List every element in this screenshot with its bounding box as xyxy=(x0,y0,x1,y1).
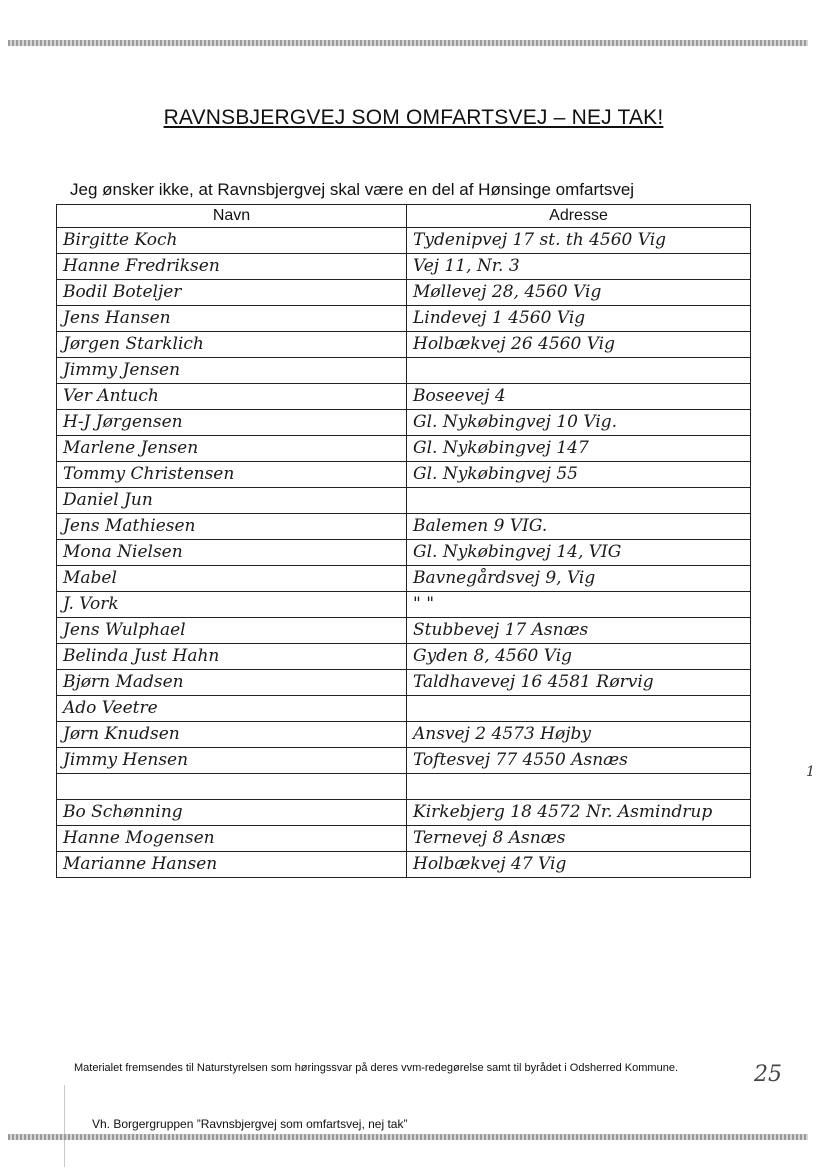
intro-text: Jeg ønsker ikke, at Ravnsbjergvej skal være en del af Hønsinge omfartsvej xyxy=(70,180,635,199)
signature-name-cell: Jens Wulphael xyxy=(57,618,407,644)
signature-address-cell xyxy=(407,358,751,384)
signature-name-cell xyxy=(57,774,407,800)
signoff: Vh. Borgergruppen ”Ravnsbjergvej som omfartsvej, nej tak” xyxy=(92,1117,408,1131)
signature-address-cell: Boseevej 4 xyxy=(407,384,751,410)
signature-address-cell xyxy=(407,774,751,800)
signature-address-cell: Kirkebjerg 18 4572 Nr. Asmindrup xyxy=(407,800,751,826)
signature-address-cell: Tydenipvej 17 st. th 4560 Vig xyxy=(407,228,751,254)
table-row xyxy=(57,852,751,878)
signature-name-cell: Ver Antuch xyxy=(57,384,407,410)
signature-name-cell: Bodil Boteljer xyxy=(57,280,407,306)
page-title: RAVNSBJERGVEJ SOM OMFARTSVEJ – NEJ TAK! xyxy=(163,106,664,129)
table-row xyxy=(57,254,751,280)
table-header-row xyxy=(57,205,751,228)
table-row xyxy=(57,332,751,358)
signature-name-cell: Jens Hansen xyxy=(57,306,407,332)
signature-table xyxy=(56,204,751,878)
column-header-name: Navn xyxy=(57,205,407,228)
scan-edge-bottom xyxy=(8,1134,808,1140)
table-row xyxy=(57,280,751,306)
signature-name-cell: J. Vork xyxy=(57,592,407,618)
table-row xyxy=(57,748,751,774)
signature-address-cell: Lindevej 1 4560 Vig xyxy=(407,306,751,332)
signature-address-cell: Holbækvej 26 4560 Vig xyxy=(407,332,751,358)
signature-address-cell: Vej 11, Nr. 3 xyxy=(407,254,751,280)
table-row xyxy=(57,644,751,670)
signature-address-cell: Gl. Nykøbingvej 14, VIG xyxy=(407,540,751,566)
signature-name-cell: Tommy Christensen xyxy=(57,462,407,488)
table-row xyxy=(57,774,751,800)
table-row xyxy=(57,462,751,488)
signature-name-cell: Bo Schønning xyxy=(57,800,407,826)
table-row xyxy=(57,670,751,696)
table-row xyxy=(57,306,751,332)
table-row xyxy=(57,826,751,852)
signature-address-cell: Gyden 8, 4560 Vig xyxy=(407,644,751,670)
scan-edge-top xyxy=(8,40,808,46)
signature-address-cell: Toftesvej 77 4550 Asnæs xyxy=(407,748,751,774)
signature-address-cell: Taldhavevej 16 4581 Rørvig xyxy=(407,670,751,696)
signature-name-cell: Mabel xyxy=(57,566,407,592)
table-row xyxy=(57,566,751,592)
signature-name-cell: Jørgen Starklich xyxy=(57,332,407,358)
table-row xyxy=(57,540,751,566)
signature-name-cell: Belinda Just Hahn xyxy=(57,644,407,670)
signature-name-cell: Jens Mathiesen xyxy=(57,514,407,540)
signature-name-cell: Birgitte Koch xyxy=(57,228,407,254)
margin-mark: 1 xyxy=(806,764,815,780)
signature-name-cell: Hanne Fredriksen xyxy=(57,254,407,280)
table-row xyxy=(57,800,751,826)
table-row xyxy=(57,228,751,254)
signature-name-cell: Mona Nielsen xyxy=(57,540,407,566)
signature-address-cell: " " xyxy=(407,592,751,618)
footer-note: Materialet fremsendes til Naturstyrelsen som høringssvar på deres vvm-redegørelse samt til byrådet i Odsherred Kommune. xyxy=(74,1062,679,1074)
signature-address-cell: Gl. Nykøbingvej 147 xyxy=(407,436,751,462)
signature-address-cell: Gl. Nykøbingvej 55 xyxy=(407,462,751,488)
signature-address-cell xyxy=(407,696,751,722)
signature-address-cell: Stubbevej 17 Asnæs xyxy=(407,618,751,644)
signature-name-cell: Ado Veetre xyxy=(57,696,407,722)
column-header-address: Adresse xyxy=(407,205,751,228)
signature-name-cell: Daniel Jun xyxy=(57,488,407,514)
table-row xyxy=(57,592,751,618)
signature-address-cell: Balemen 9 VIG. xyxy=(407,514,751,540)
signature-name-cell: Marlene Jensen xyxy=(57,436,407,462)
page-number: 25 xyxy=(754,1062,782,1087)
signature-name-cell: Bjørn Madsen xyxy=(57,670,407,696)
signature-address-cell: Holbækvej 47 Vig xyxy=(407,852,751,878)
signature-address-cell: Ansvej 2 4573 Højby xyxy=(407,722,751,748)
signature-address-cell: Gl. Nykøbingvej 10 Vig. xyxy=(407,410,751,436)
signature-name-cell: Jørn Knudsen xyxy=(57,722,407,748)
signature-name-cell: H-J Jørgensen xyxy=(57,410,407,436)
signature-name-cell: Jimmy Jensen xyxy=(57,358,407,384)
signature-name-cell: Jimmy Hensen xyxy=(57,748,407,774)
table-row xyxy=(57,618,751,644)
table-row xyxy=(57,722,751,748)
table-row xyxy=(57,358,751,384)
signature-name-cell: Marianne Hansen xyxy=(57,852,407,878)
table-row xyxy=(57,696,751,722)
signature-address-cell: Ternevej 8 Asnæs xyxy=(407,826,751,852)
table-row xyxy=(57,410,751,436)
table-row xyxy=(57,436,751,462)
signature-address-cell: Bavnegårdsvej 9, Vig xyxy=(407,566,751,592)
table-row xyxy=(57,488,751,514)
signature-name-cell: Hanne Mogensen xyxy=(57,826,407,852)
table-row xyxy=(57,384,751,410)
table-row xyxy=(57,514,751,540)
signature-address-cell: Møllevej 28, 4560 Vig xyxy=(407,280,751,306)
margin-rule xyxy=(64,1085,65,1167)
signature-address-cell xyxy=(407,488,751,514)
